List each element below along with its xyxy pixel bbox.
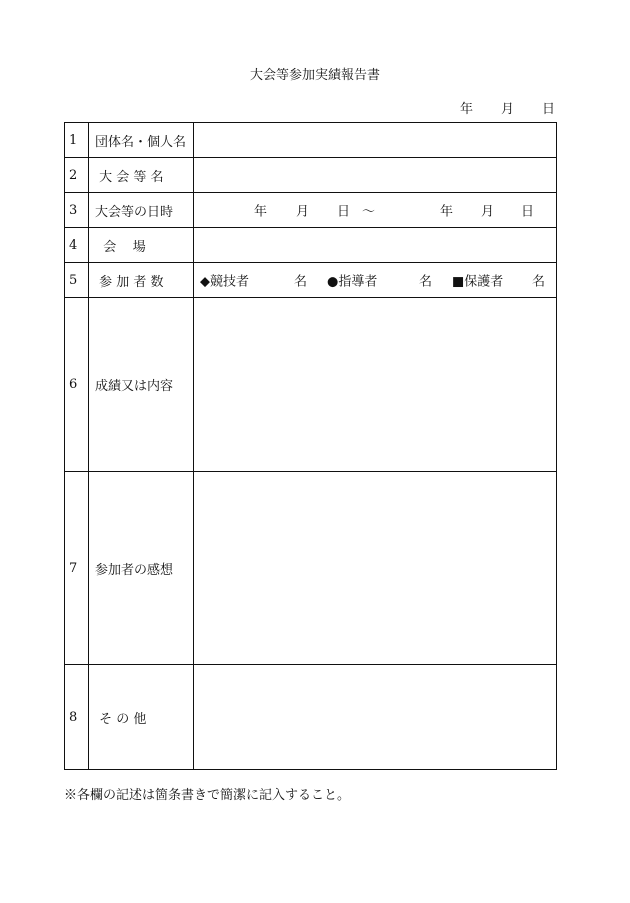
row-number: 7 xyxy=(65,472,89,664)
row-label: 会 場 xyxy=(89,228,194,262)
row-impressions xyxy=(65,472,556,665)
row-results xyxy=(65,298,556,472)
row-label: 団体名・個人名 xyxy=(89,123,194,157)
coaches-unit: 名 xyxy=(419,274,433,290)
guardians-label: ■保護者 xyxy=(452,274,504,290)
end-year-label: 年 xyxy=(440,204,454,220)
impressions-field[interactable] xyxy=(194,472,556,664)
row-label: そ の 他 xyxy=(89,665,194,769)
row-number: 1 xyxy=(65,123,89,157)
row-participants xyxy=(65,263,556,298)
end-day-label: 日 xyxy=(521,204,535,220)
tilde-separator: 〜 xyxy=(362,204,376,220)
row-label: 参 加 者 数 xyxy=(89,263,194,297)
page-title: 大会等参加実績報告書 xyxy=(249,68,380,83)
row-label: 大会等の日時 xyxy=(89,193,194,227)
report-form-table xyxy=(64,122,557,770)
report-day-label: 日 xyxy=(541,102,555,117)
athletes-label: ◆競技者 xyxy=(200,274,249,290)
report-month-label: 月 xyxy=(500,102,514,117)
row-number: 8 xyxy=(65,665,89,769)
row-number: 6 xyxy=(65,298,89,471)
row-venue xyxy=(65,228,556,263)
guardians-unit: 名 xyxy=(532,274,546,290)
venue-field[interactable] xyxy=(194,228,556,262)
row-label: 成績又は内容 xyxy=(89,298,194,471)
event-name-field[interactable] xyxy=(194,158,556,192)
report-date xyxy=(460,98,555,117)
row-event-date xyxy=(65,193,556,228)
results-field[interactable] xyxy=(194,298,556,471)
event-date-field[interactable] xyxy=(194,193,556,227)
other-field[interactable] xyxy=(194,665,556,769)
row-number: 3 xyxy=(65,193,89,227)
footnote: ※各欄の記述は箇条書きで簡潔に記入すること。 xyxy=(64,788,351,803)
row-number: 5 xyxy=(65,263,89,297)
row-event-name xyxy=(65,158,556,193)
name-field[interactable] xyxy=(194,123,556,157)
participants-field[interactable] xyxy=(194,263,556,297)
row-name xyxy=(65,123,556,158)
row-number: 4 xyxy=(65,228,89,262)
row-label: 参加者の感想 xyxy=(89,472,194,664)
row-number: 2 xyxy=(65,158,89,192)
row-other xyxy=(65,665,556,769)
athletes-unit: 名 xyxy=(294,274,308,290)
row-label: 大 会 等 名 xyxy=(89,158,194,192)
end-month-label: 月 xyxy=(481,204,495,220)
start-month-label: 月 xyxy=(296,204,310,220)
start-day-label: 日 xyxy=(337,204,351,220)
report-year-label: 年 xyxy=(460,102,474,117)
start-year-label: 年 xyxy=(254,204,268,220)
coaches-label: ●指導者 xyxy=(327,274,378,290)
